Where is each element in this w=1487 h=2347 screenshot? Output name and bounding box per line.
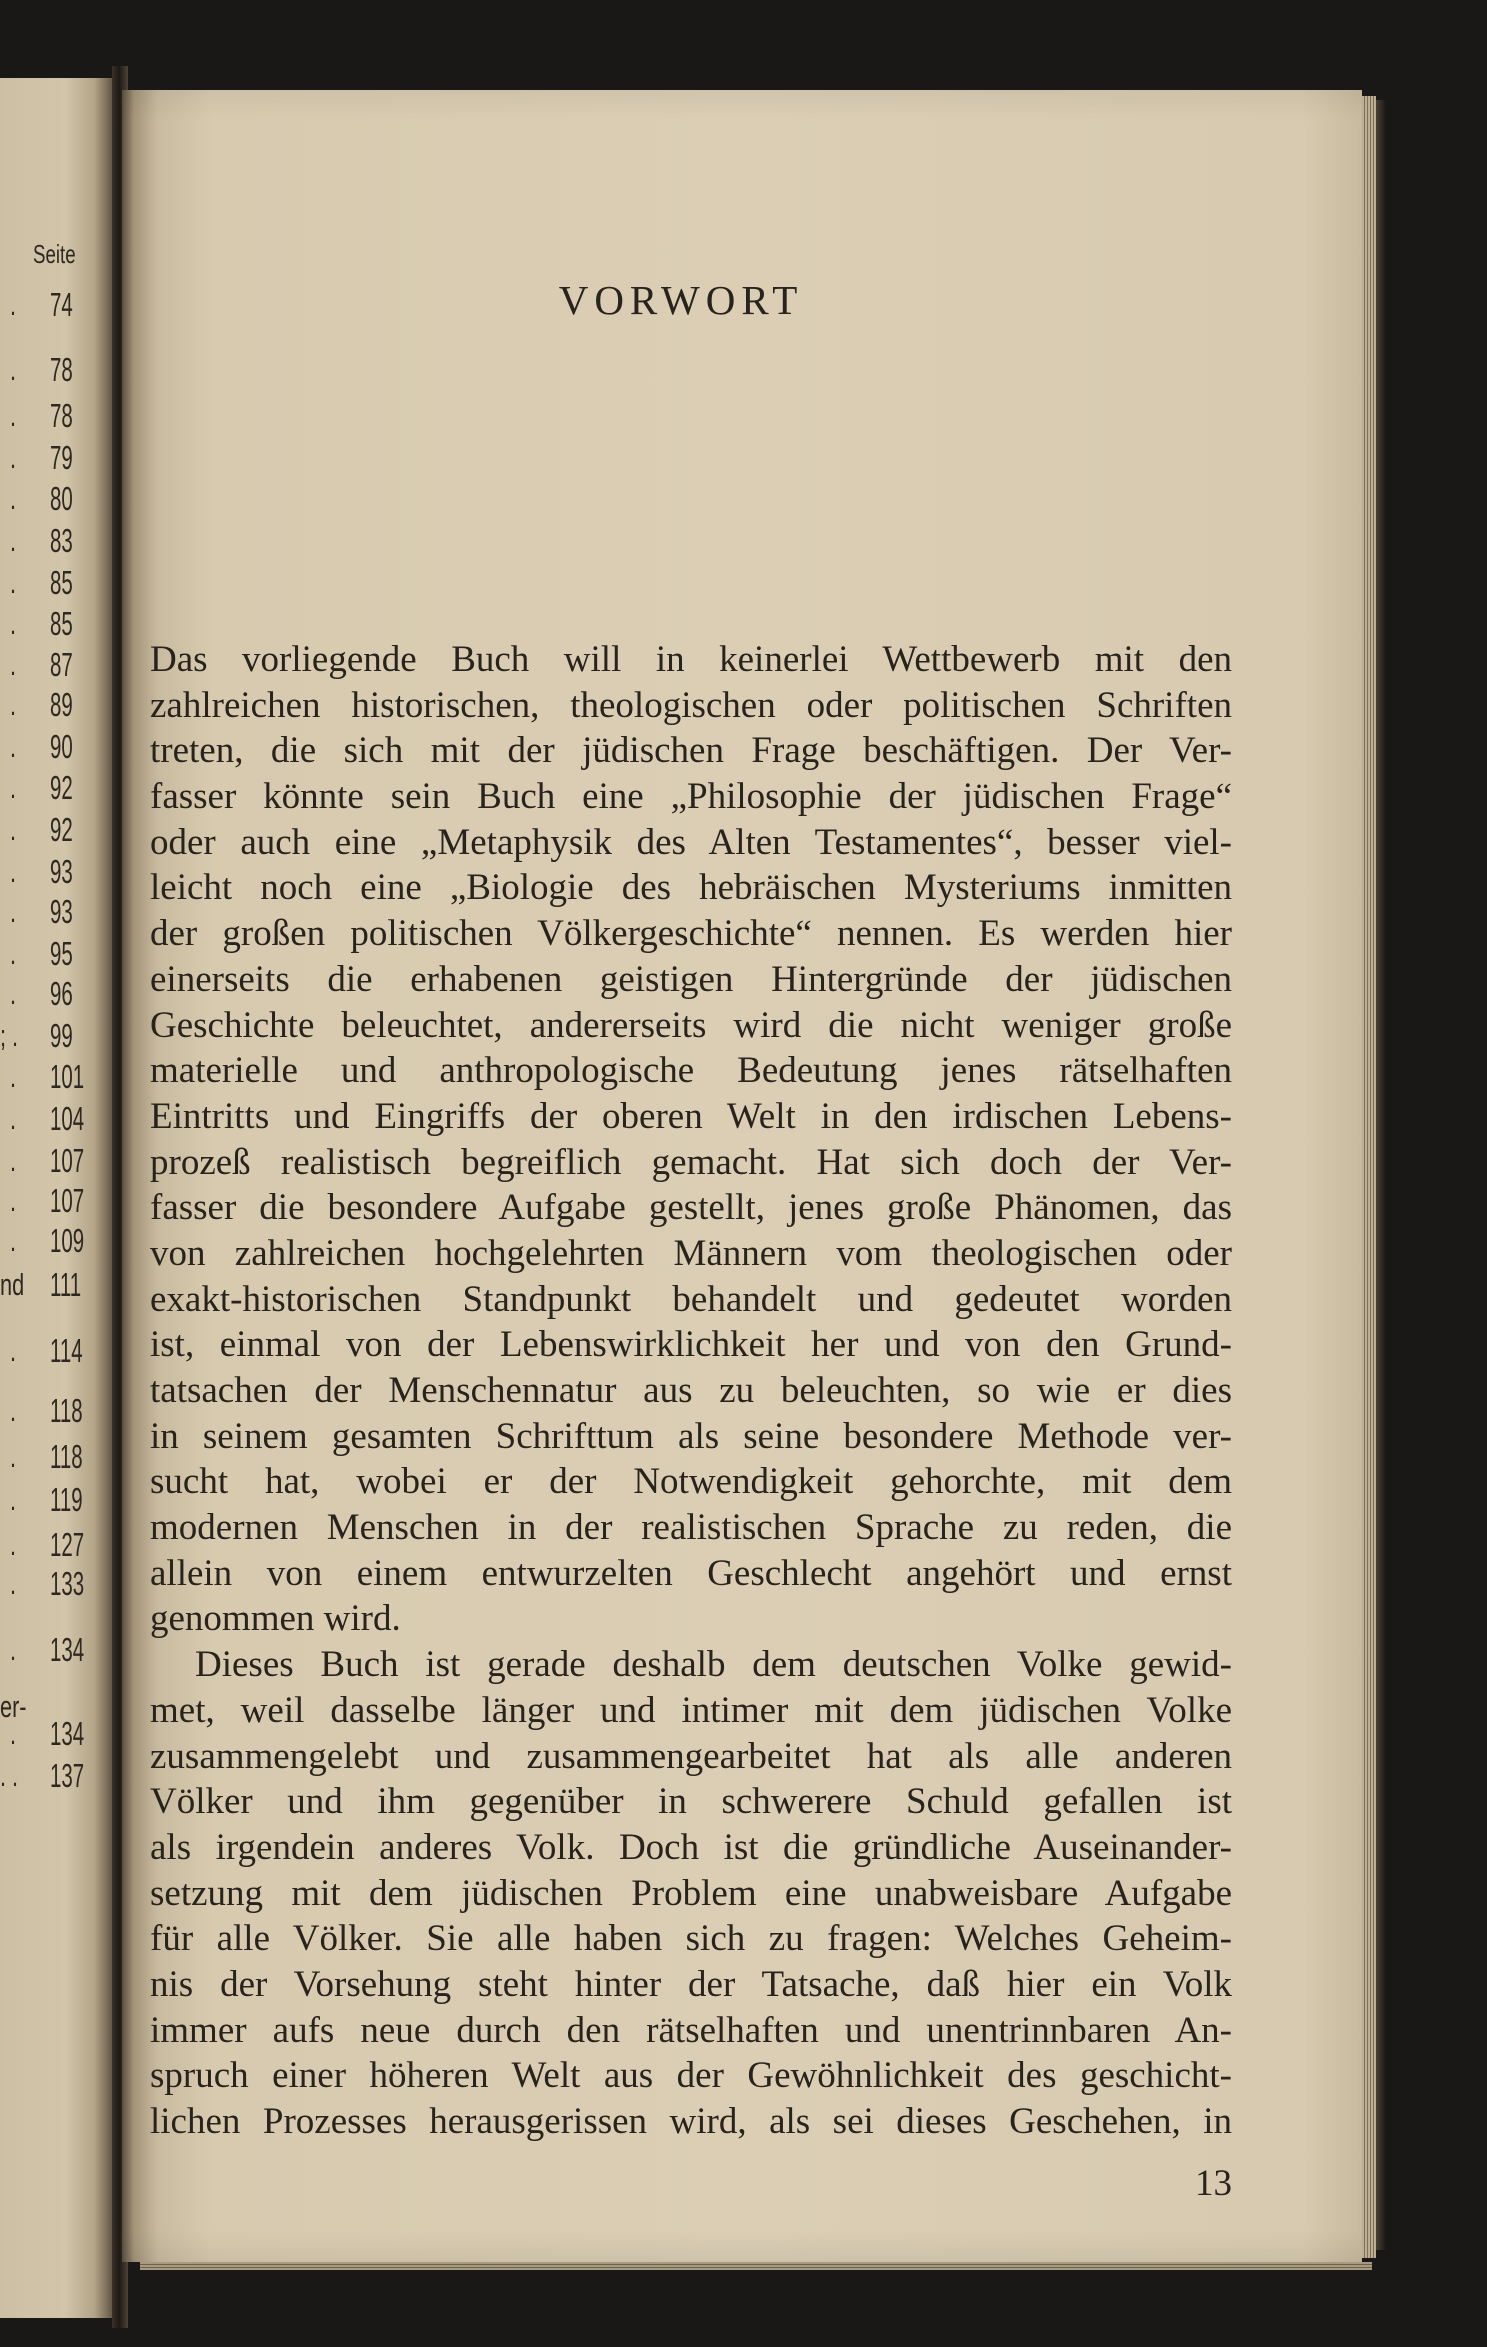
text-line: Völker und ihm gegenüber in schwerere Schuld gefallen ist: [150, 1781, 1232, 1823]
toc-row-lead: er-: [0, 1689, 27, 1724]
toc-page-number: 83: [50, 522, 73, 559]
toc-row-lead: .: [10, 936, 17, 971]
toc-page-number: 96: [50, 975, 73, 1012]
toc-row-lead: .: [10, 1439, 17, 1474]
toc-page-number: 85: [50, 605, 73, 642]
toc-row-lead: .: [10, 1393, 17, 1428]
toc-page-number: 133: [50, 1565, 85, 1602]
toc-row-lead: .: [10, 854, 17, 889]
toc-row: [0, 1437, 118, 1477]
page-title: VORWORT: [558, 277, 804, 323]
toc-page-number: 89: [50, 686, 73, 723]
toc-row-lead: .: [10, 976, 17, 1011]
toc-page-number: 137: [50, 1757, 85, 1794]
toc-page-number: 92: [50, 811, 73, 848]
toc-page-number: 85: [50, 564, 73, 601]
paragraph: [150, 637, 1232, 1642]
toc-row-lead: .: [10, 481, 17, 516]
toc-row-lead: .: [10, 1101, 17, 1136]
toc-row: [0, 1265, 118, 1305]
toc-page-number: 134: [50, 1715, 85, 1752]
toc-row: [0, 768, 118, 808]
text-line: allein von einem entwurzelten Geschlecht angehört und ernst: [150, 1552, 1232, 1594]
toc-row: [0, 1756, 118, 1796]
toc-row-lead: .: [10, 1566, 17, 1601]
text-line: setzung mit dem jüdischen Problem eine unabweisbare Aufgabe: [150, 1872, 1232, 1914]
toc-row: [0, 727, 118, 767]
toc-page-number: 101: [50, 1058, 85, 1095]
toc-row: [0, 604, 118, 644]
toc-row-lead: .: [10, 287, 17, 322]
toc-row: [0, 1564, 118, 1604]
text-line: zahlreichen historischen, theologischen oder politischen Schriften: [150, 684, 1232, 726]
text-line: leicht noch eine „Biologie des hebräischen Mysteriums inmitten: [150, 867, 1232, 909]
text-line: sucht hat, wobei er der Notwendigkeit gehorchte, mit dem: [150, 1461, 1232, 1503]
text-line: in seinem gesamten Schrifttum als seine besondere Methode ver-: [150, 1415, 1232, 1457]
toc-row: [0, 1057, 118, 1097]
toc-row-lead: .: [10, 1183, 17, 1218]
toc-row: [0, 1099, 118, 1139]
toc-page-number: 87: [50, 646, 73, 683]
toc-row: [0, 563, 118, 603]
text-line: exakt-historischen Standpunkt behandelt und gedeutet worden: [150, 1278, 1232, 1320]
toc-page-number: 80: [50, 480, 73, 517]
text-line: Das vorliegende Buch will in keinerlei Wettbewerb mit den: [150, 639, 1232, 680]
text-line: materielle und anthropologische Bedeutung jenes rätselhaften: [150, 1050, 1232, 1092]
toc-row-lead: .: [10, 894, 17, 929]
text-line: der großen politischen Völkergeschichte“ nennen. Es werden hier: [150, 913, 1232, 955]
toc-row: [0, 852, 118, 892]
toc-header: Seite: [33, 239, 76, 269]
toc-row-lead: .: [10, 606, 17, 641]
body-text: [150, 637, 1232, 2145]
toc-page-number: 118: [50, 1392, 83, 1429]
toc-row: [0, 1480, 118, 1520]
text-line: immer aufs neue durch den rätselhaften und unentrinnbaren An-: [150, 2009, 1232, 2051]
text-line: treten, die sich mit der jüdischen Frage beschäftigen. Der Ver-: [150, 730, 1232, 772]
toc-row: [0, 974, 118, 1014]
toc-row: [0, 1181, 118, 1221]
toc-page-number: 109: [50, 1222, 85, 1259]
text-line: tatsachen der Menschennatur aus zu beleuchten, so wie er dies: [150, 1370, 1232, 1411]
toc-page-number: 107: [50, 1142, 85, 1179]
toc-page-number: 134: [50, 1631, 85, 1668]
toc-row-lead: .: [10, 1716, 17, 1751]
toc-row: [0, 1391, 118, 1431]
text-line: ist, einmal von der Lebenswirklichkeit her und von den Grund-: [150, 1324, 1232, 1366]
toc-row: [0, 934, 118, 974]
toc-row-lead: .: [10, 1333, 17, 1368]
text-line: lichen Prozesses herausgerissen wird, als sei dieses Geschehen, in: [150, 2101, 1232, 2142]
text-line: einerseits die erhabenen geistigen Hintergründe der jüdischen: [150, 958, 1232, 1000]
toc-row-lead: .: [10, 687, 17, 722]
toc-page-number: 104: [50, 1100, 85, 1137]
toc-row-lead: .: [10, 398, 17, 433]
toc-row-lead: .: [10, 1527, 17, 1562]
toc-page-number: 78: [50, 351, 73, 388]
toc-row-lead: .: [10, 1143, 17, 1178]
toc-page-number: 119: [50, 1481, 83, 1518]
toc-row: [0, 396, 118, 436]
toc-page-number: 79: [50, 439, 73, 476]
text-line: zusammengelebt und zusammengearbeitet hat als alle anderen: [150, 1735, 1232, 1777]
toc-row-lead: .: [10, 1632, 17, 1667]
toc-row-lead: .: [10, 523, 17, 558]
paragraph: [150, 1642, 1232, 2145]
toc-row-lead: nd: [0, 1267, 25, 1302]
toc-row-lead: .: [10, 647, 17, 682]
toc-row-lead: .: [10, 1059, 17, 1094]
toc-row: [0, 1221, 118, 1261]
toc-row: [0, 285, 118, 325]
text-line: modernen Menschen in der realistischen Sprache zu reden, die: [150, 1507, 1232, 1549]
right-page: [122, 90, 1362, 2262]
toc-page-number: 107: [50, 1182, 85, 1219]
toc-page-number: 74: [50, 286, 73, 323]
toc-row: [0, 1331, 118, 1371]
toc-row: [0, 685, 118, 725]
text-line: fasser könnte sein Buch eine „Philosophie der jüdischen Frage“: [150, 776, 1232, 818]
text-line: prozeß realistisch begreiflich gemacht. Hat sich doch der Ver-: [150, 1141, 1232, 1183]
toc-page-number: 118: [50, 1438, 83, 1475]
text-line: als irgendein anderes Volk. Doch ist die gründliche Auseinander-: [150, 1826, 1232, 1868]
text-line: oder auch eine „Metaphysik des Alten Testamentes“, besser viel-: [150, 821, 1232, 863]
toc-row-lead: ; .: [0, 1018, 19, 1053]
toc-page-number: 114: [50, 1332, 83, 1369]
text-line: genommen wird.: [150, 1598, 401, 1640]
toc-row: [0, 1714, 118, 1754]
toc-page-number: 92: [50, 769, 73, 806]
text-line: met, weil dasselbe länger und intimer mit dem jüdischen Volke: [150, 1689, 1232, 1731]
text-line: spruch einer höheren Welt aus der Gewöhnlichkeit des geschicht-: [150, 2055, 1232, 2097]
toc-row-lead: .: [10, 1482, 17, 1517]
toc-row: [0, 479, 118, 519]
toc-row-lead: .: [10, 565, 17, 600]
toc-page-number: 93: [50, 853, 73, 890]
text-line: für alle Völker. Sie alle haben sich zu fragen: Welches Geheim-: [150, 1918, 1232, 1960]
toc-row-lead: .: [10, 352, 17, 387]
toc-row-lead: . .: [0, 1758, 19, 1793]
toc-row: [0, 810, 118, 850]
toc-row: [0, 892, 118, 932]
toc-page-number: 78: [50, 397, 73, 434]
toc-row: [0, 645, 118, 685]
toc-row-lead: .: [10, 1223, 17, 1258]
toc-page-number: 99: [50, 1017, 73, 1054]
toc-page-number: 111: [50, 1266, 82, 1303]
toc-row: [0, 1141, 118, 1181]
page-edge-shadow: [1376, 100, 1386, 2250]
toc-row: [0, 1630, 118, 1670]
toc-page-number: 93: [50, 893, 73, 930]
text-line: Eintritts und Eingriffs der oberen Welt in den irdischen Lebens-: [150, 1095, 1232, 1137]
toc-page-number: 90: [50, 728, 73, 765]
toc-page-number: 127: [50, 1526, 85, 1563]
page-block-edge-bottom: [140, 2262, 1372, 2270]
toc-row-lead: .: [10, 729, 17, 764]
toc-row-lead: .: [10, 440, 17, 475]
text-line: Geschichte beleuchtet, andererseits wird die nicht weniger große: [150, 1004, 1232, 1046]
page-block-edge-right: [1362, 96, 1376, 2258]
toc-page-number: 95: [50, 935, 73, 972]
text-line: nis der Vorsehung steht hinter der Tatsache, daß hier ein Volk: [150, 1963, 1232, 2005]
toc-row-lead: .: [10, 770, 17, 805]
text-line: von zahlreichen hochgelehrten Männern vom theologischen oder: [150, 1232, 1232, 1274]
text-line: Dieses Buch ist gerade deshalb dem deutschen Volke gewid-: [195, 1644, 1232, 1686]
toc-row: [0, 1016, 118, 1056]
text-line: fasser die besondere Aufgabe gestellt, jenes große Phänomen, das: [150, 1187, 1232, 1229]
toc-row: [0, 1525, 118, 1565]
toc-row-lead: .: [10, 812, 17, 847]
left-page-toc-strip: [0, 78, 118, 2318]
page-number: 13: [1195, 2163, 1232, 2204]
toc-row: [0, 350, 118, 390]
toc-row: [0, 438, 118, 478]
toc-row: [0, 521, 118, 561]
